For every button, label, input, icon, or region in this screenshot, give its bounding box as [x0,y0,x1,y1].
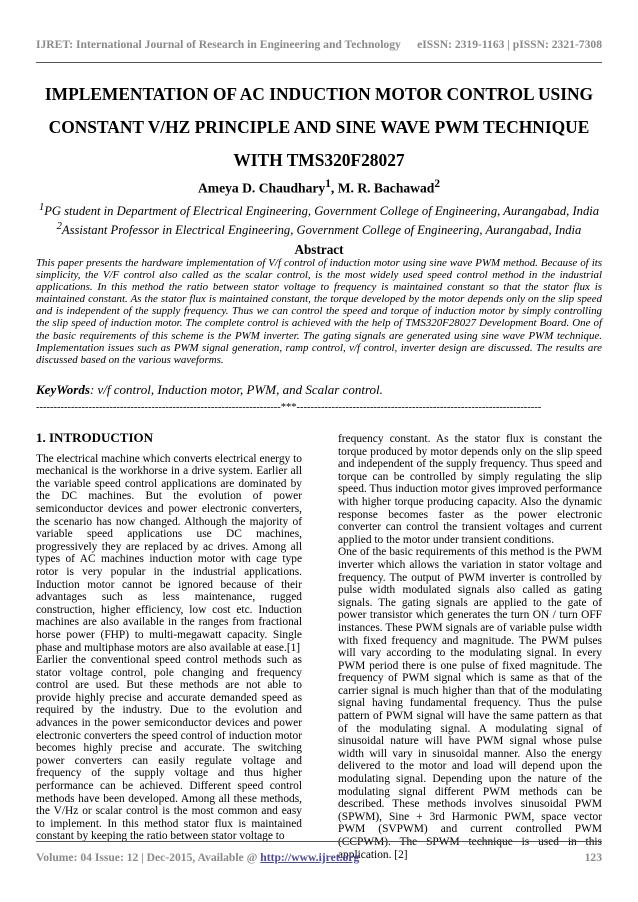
right-column [338,433,602,861]
section-separator: ----------------------------------------------------------------------***---------------------------------------------------------------------- [36,402,542,413]
page-number: 123 [584,851,602,864]
author-1: Ameya D. Chaudhary [197,180,326,196]
keywords [36,382,602,398]
keywords-label: KeyWords [36,382,90,397]
journal-name: IJRET: International Journal of Research in Engineering and Technology [36,38,401,51]
intro-paragraph-2: Earlier the conventional speed control methods such as stator voltage control, pole changing and frequency control are used. But these methods are not able to provide highly precise and accurate demanded speed as required by the industry. Due to the evolution and advances in the power semiconductor devices and power electronic converters the speed control of induction motor becomes highly precise and accurate. The switching power converters can easily regulate voltage and frequency of the supply voltage and thus higher performance can be achieved. Different speed control methods have been developed. Among all these methods, the V/Hz or scalar control is the most common and easy to implement. In this method stator flux is maintained constant by keeping the ratio between stator voltage to [36,654,302,843]
issn: eISSN: 2319-1163 | pISSN: 2321-7308 [417,38,602,51]
affiliation-2-text: Assistant Professor in Electrical Engineering, Government College of Engineering, Aurangabad, India [61,223,582,238]
footer-volume-text: Volume: 04 Issue: 12 | Dec-2015, Available @ [36,851,261,864]
left-column [36,432,302,843]
author-1-sup: 1 [325,178,331,190]
abstract-heading: Abstract [294,242,344,257]
affiliations [0,200,638,238]
affiliation-2 [0,219,638,238]
title-line-3: WITH TMS320F28027 [233,150,405,170]
header-rule [36,62,602,63]
paper-title [30,78,608,177]
abstract-text: This paper presents the hardware implementation of V/f control of induction motor using sine wave PWM method. Because of its simplicity, the V/F control also called as the scalar control, is the most widely used speed control method in the industrial applications. In this method the ratio between stator voltage to frequency is maintained constant so that the stator flux is maintained constant. As the stator flux is maintained constant, the torque developed by the motor depends only on the slip speed and is independent of the supply frequency. Thus we can control the speed and torque of induction motor by simply controlling the slip speed of induction motor. The complete control is achieved with the help of TMS320F28027 Development Board. One of the basic requirements of this scheme is the PWM inverter. The gating signals are generated using sine wave PWM technique. Implementation issues such as PWM signal generation, ramp control, v/f control, inverter design are discussed. The results are discussed based on the various waveforms. [36,257,602,366]
footer-rule [36,841,602,842]
right-paragraph-1: frequency constant. As the stator flux is constant the torque produced by motor depends only on the slip speed and independent of the supply frequency. Thus speed and torque can be controlled by simply regulating the slip speed. Thus induction motor gives improved performance with higher torque producing capacity. Also the dynamic response becomes faster as the power electronic converter can control the transient voltages and current applied to the motor under transient conditions. [338,433,602,546]
keywords-text: : v/f control, Induction motor, PWM, and Scalar control. [89,382,383,397]
running-header [36,38,602,51]
author-2: M. R. Bachawad [337,180,435,196]
intro-paragraph-1: The electrical machine which converts electrical energy to mechanical is the workhorse in a drive system. Earlier all the variable speed control applications are dominated by the DC machines. But the evolution of power semiconductor devices and power electronic converters, the scenario has now changed. Although the majority of variable speed applications use DC machines, progressively they are replaced by ac drives. Among all types of AC machines induction motor with cage type rotor is very popular in the industrial applications. Induction motor cannot be ignored because of their advantages such as less maintenance, rugged construction, higher efficiency, low cost etc. Induction machines are also available in the ranges from fractional horse power (FHP) to multi-megawatt capacity. Single phase and multiphase motors are also available at ease.[1] [36,452,302,654]
title-line-2: CONSTANT V/HZ PRINCIPLE AND SINE WAVE PWM TECHNIQUE [48,117,590,137]
affiliation-1-sup: 1 [38,202,45,213]
affiliation-2-sup: 2 [56,221,62,233]
affiliation-1 [0,200,638,219]
author-2-sup: 2 [434,178,441,190]
author-separator: , [330,180,338,196]
section-heading-introduction: 1. INTRODUCTION [36,430,154,445]
footer-volume [36,851,359,864]
authors [0,178,638,197]
journal-link[interactable]: http://www.ijret.org [260,851,360,864]
running-footer [36,851,602,864]
right-paragraph-2: One of the basic requirements of this method is the PWM inverter which allows the variation in stator voltage and frequency. The output of PWM inverter is controlled by pulse width modulated signals also called as gating signals. The gating signals are applied to the gate of power transistor which generates the turn ON / turn OFF instances. These PWM signals are of variable pulse width with fixed frequency and magnitude. The PWM pulses will vary according to the modulating signal. In every PWM period there is one pulse of fixed magnitude. The frequency of PWM signal which is same as that of the carrier signal is much higher than that of the modulating signal having fundamental frequency. Thus the pulse pattern of PWM signal will have the same pattern as that of the modulating signal. A modulating signal of sinusoidal nature will have PWM signal whose pulse width will vary in sinusoidal manner. Also the energy delivered to the motor and load will depend upon the modulating signal. Depending upon the nature of the modulating signal different PWM methods can be described. These methods involves sinusoidal PWM (SPWM), Sine + 3rd Harmonic PWM, space vector PWM (SVPWM) and current controlled PWM (CCPWM). The SPWM technique is used in this application. [2] [338,546,602,861]
affiliation-1-text: PG student in Department of Electrical Engineering, Government College of Engineering, Aurangabad, India [44,204,600,219]
title-line-1: IMPLEMENTATION OF AC INDUCTION MOTOR CONTROL USING [44,84,594,104]
